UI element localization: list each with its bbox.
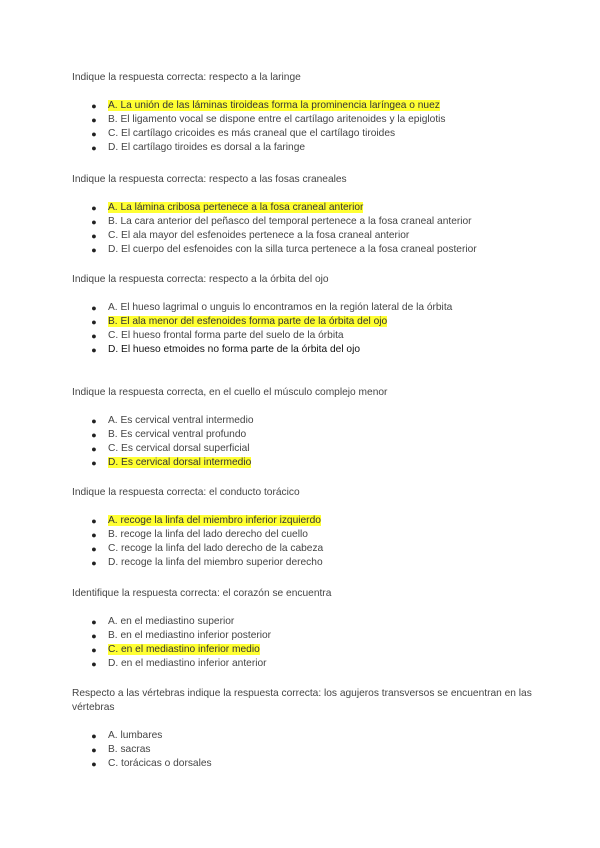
answer-text: D. El hueso etmoides no forma parte de la órbita del ojo <box>108 344 361 355</box>
answer-text: D. El cuerpo del esfenoides con la silla turca pertenece a la fosa craneal posterior <box>108 244 477 255</box>
answer-list <box>72 99 532 155</box>
bullet-icon: ● <box>91 331 97 341</box>
answer-text-highlighted: A. La lámina cribosa pertenece a la fosa craneal anterior <box>108 202 364 213</box>
answer-text: C. El hueso frontal forma parte del suelo de la órbita <box>108 330 344 341</box>
bullet-icon: ● <box>91 659 97 669</box>
bullet-icon: ● <box>91 231 97 241</box>
bullet-icon: ● <box>91 516 97 526</box>
answer-text: B. Es cervical ventral profundo <box>108 429 247 440</box>
answer-text-highlighted: A. recoge la linfa del miembro inferior izquierdo <box>108 515 321 526</box>
answer-text-highlighted: A. La unión de las láminas tiroideas forma la prominencia laríngea o nuez <box>108 100 440 111</box>
answer-text: A. El hueso lagrimal o unguis lo encontramos en la región lateral de la órbita <box>108 302 453 313</box>
question-4 <box>72 386 532 470</box>
answer-option <box>72 201 532 215</box>
bullet-icon: ● <box>91 759 97 769</box>
answer-text: B. El ligamento vocal se dispone entre el cartílago aritenoides y la epiglotis <box>108 114 446 125</box>
bullet-icon: ● <box>91 317 97 327</box>
answer-list <box>72 301 532 357</box>
answer-option <box>72 542 532 556</box>
question-text: Indique la respuesta correcta: respecto a la órbita del ojo <box>72 274 329 285</box>
answer-text-highlighted: B. El ala menor del esfenoides forma parte de la órbita del ojo <box>108 316 388 327</box>
bullet-icon: ● <box>91 544 97 554</box>
answer-option <box>72 514 532 528</box>
answer-option <box>72 243 532 257</box>
question-6 <box>72 587 532 671</box>
answer-text: D. recoge la linfa del miembro superior derecho <box>108 557 323 568</box>
answer-text: B. La cara anterior del peñasco del temporal pertenece a la fosa craneal anterior <box>108 216 472 227</box>
bullet-icon: ● <box>91 645 97 655</box>
answer-text: C. El ala mayor del esfenoides pertenece a la fosa craneal anterior <box>108 230 410 241</box>
answer-option <box>72 428 532 442</box>
answer-option <box>72 113 532 127</box>
question-2 <box>72 173 532 257</box>
answer-option <box>72 301 532 315</box>
bullet-icon: ● <box>91 530 97 540</box>
bullet-icon: ● <box>91 631 97 641</box>
answer-option <box>72 556 532 570</box>
bullet-icon: ● <box>91 217 97 227</box>
answer-text: D. El cartílago tiroides es dorsal a la faringe <box>108 142 306 153</box>
answer-text: A. en el mediastino superior <box>108 616 235 627</box>
answer-text: C. torácicas o dorsales <box>108 758 212 769</box>
answer-text: A. Es cervical ventral intermedio <box>108 415 254 426</box>
bullet-icon: ● <box>91 245 97 255</box>
bullet-icon: ● <box>91 617 97 627</box>
question-7 <box>72 687 532 771</box>
answer-text: C. recoge la linfa del lado derecho de la cabeza <box>108 543 324 554</box>
answer-list <box>72 615 532 671</box>
bullet-icon: ● <box>91 345 97 355</box>
bullet-icon: ● <box>91 745 97 755</box>
bullet-icon: ● <box>91 458 97 468</box>
bullet-icon: ● <box>91 143 97 153</box>
bullet-icon: ● <box>91 430 97 440</box>
answer-list <box>72 414 532 470</box>
question-text: Indique la respuesta correcta, en el cuello el músculo complejo menor <box>72 387 388 398</box>
answer-option <box>72 414 532 428</box>
answer-option <box>72 528 532 542</box>
answer-text: C. Es cervical dorsal superficial <box>108 443 250 454</box>
answer-option <box>72 215 532 229</box>
bullet-icon: ● <box>91 115 97 125</box>
question-5 <box>72 486 532 570</box>
answer-text: B. recoge la linfa del lado derecho del cuello <box>108 529 308 540</box>
answer-list <box>72 201 532 257</box>
question-3 <box>72 273 532 357</box>
answer-option <box>72 343 532 357</box>
question-text: Indique la respuesta correcta: respecto a las fosas craneales <box>72 174 347 185</box>
bullet-icon: ● <box>91 731 97 741</box>
answer-text: D. en el mediastino inferior anterior <box>108 658 267 669</box>
answer-text-highlighted: D. Es cervical dorsal intermedio <box>108 457 252 468</box>
question-text: Identifique la respuesta correcta: el corazón se encuentra <box>72 588 332 599</box>
bullet-icon: ● <box>91 558 97 568</box>
answer-option <box>72 442 532 456</box>
question-text: Respecto a las vértebras indique la respuesta correcta: los agujeros transversos se encuentran en las vértebras <box>72 688 532 713</box>
answer-option <box>72 643 532 657</box>
answer-text-highlighted: C. en el mediastino inferior medio <box>108 644 260 655</box>
answer-option <box>72 229 532 243</box>
answer-option <box>72 315 532 329</box>
answer-option <box>72 729 532 743</box>
answer-option <box>72 99 532 113</box>
answer-option <box>72 329 532 343</box>
bullet-icon: ● <box>91 129 97 139</box>
answer-text: A. lumbares <box>108 730 163 741</box>
answer-option <box>72 127 532 141</box>
answer-option <box>72 657 532 671</box>
bullet-icon: ● <box>91 444 97 454</box>
answer-option <box>72 141 532 155</box>
question-text: Indique la respuesta correcta: respecto a la laringe <box>72 72 301 83</box>
answer-text: B. en el mediastino inferior posterior <box>108 630 272 641</box>
bullet-icon: ● <box>91 101 97 111</box>
bullet-icon: ● <box>91 303 97 313</box>
answer-option <box>72 615 532 629</box>
answer-option <box>72 757 532 771</box>
answer-text: B. sacras <box>108 744 151 755</box>
answer-option <box>72 629 532 643</box>
answer-option <box>72 456 532 470</box>
answer-text: C. El cartílago cricoides es más craneal que el cartílago tiroides <box>108 128 396 139</box>
bullet-icon: ● <box>91 416 97 426</box>
question-1 <box>72 71 532 155</box>
answer-list <box>72 514 532 570</box>
bullet-icon: ● <box>91 203 97 213</box>
question-text: Indique la respuesta correcta: el conducto torácico <box>72 487 300 498</box>
answer-option <box>72 743 532 757</box>
answer-list <box>72 729 532 771</box>
